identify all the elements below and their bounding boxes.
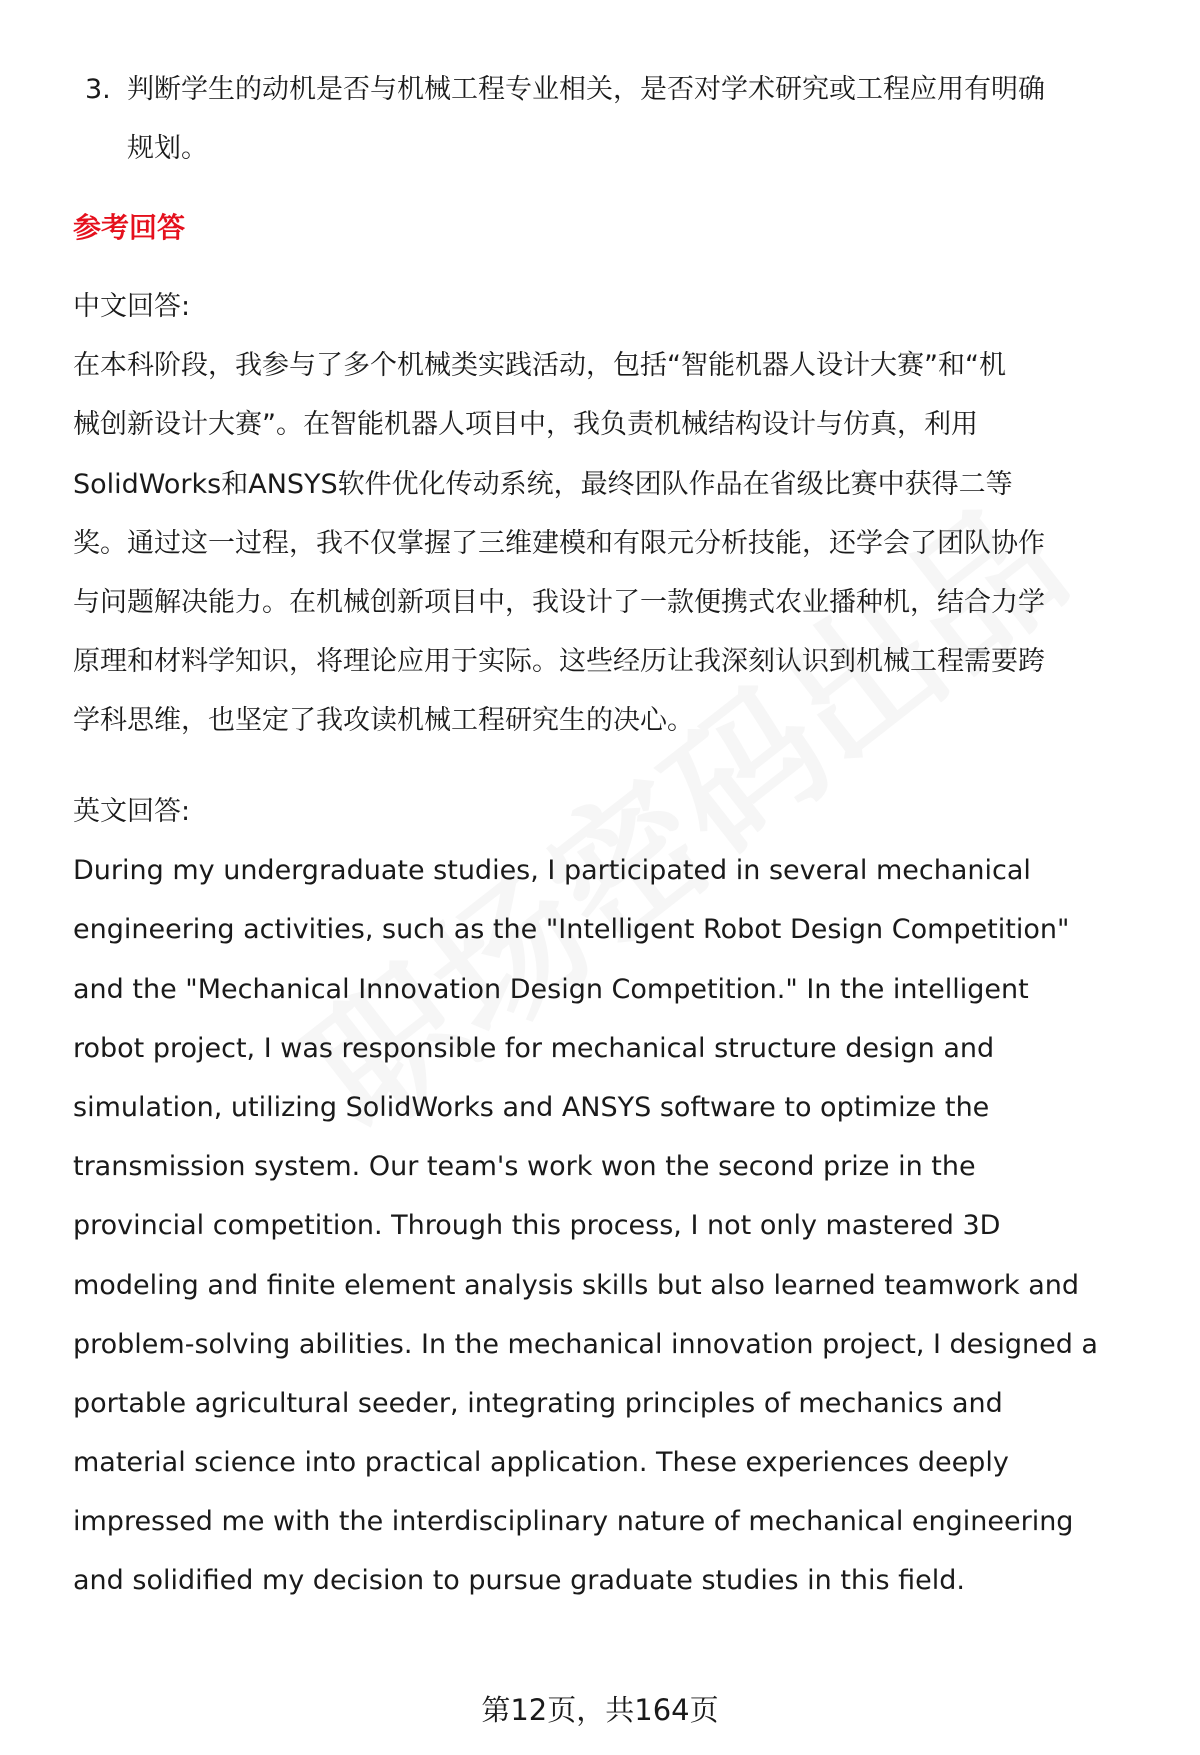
paragraph-line: 原理和材料学知识，将理论应用于实际。这些经历让我深刻认识到机械工程需要跨 [73, 646, 1045, 678]
paragraph-line: simulation, utilizing SolidWorks and ANSYS software to optimize the [73, 1091, 990, 1123]
paragraph-line: transmission system. Our team's work won the second prize in the [73, 1151, 976, 1183]
paragraph-line: 学科思维，也坚定了我攻读机械工程研究生的决心。 [73, 705, 694, 737]
paragraph-line: SolidWorks和ANSYS软件优化传动系统，最终团队作品在省级比赛中获得二等 [73, 468, 1013, 500]
english-answer-label: 英文回答: [73, 796, 191, 827]
english-answer [73, 782, 1153, 1611]
paragraph-line: material science into practical application. These experiences deeply [73, 1447, 1009, 1479]
paragraph-line: problem-solving abilities. In the mechanical innovation project, I designed a [73, 1328, 1098, 1360]
paragraph-line: modeling and finite element analysis skills but also learned teamwork and [73, 1269, 1079, 1301]
list-number: 3. [85, 74, 111, 105]
paragraph-line: 与问题解决能力。在机械创新项目中，我设计了一款便携式农业播种机，结合力学 [73, 586, 1045, 618]
paragraph-line: 奖。通过这一过程，我不仅掌握了三维建模和有限元分析技能，还学会了团队协作 [73, 527, 1045, 559]
page-footer: 第12页，共164页 [481, 1693, 719, 1727]
paragraph-line: portable agricultural seeder, integrating principles of mechanics and [73, 1387, 1003, 1419]
question-line: 规划。 [127, 133, 208, 165]
chinese-answer [73, 277, 1153, 751]
reference-heading: 参考回答 [73, 211, 186, 244]
paragraph-line: impressed me with the interdisciplinary nature of mechanical engineering [73, 1506, 1074, 1538]
paragraph-line: robot project, I was responsible for mechanical structure design and [73, 1032, 995, 1064]
chinese-answer-label: 中文回答: [73, 291, 191, 322]
paragraph-line: and the "Mechanical Innovation Design Competition." In the intelligent [73, 973, 1029, 1005]
paragraph-line: 械创新设计大赛”。在智能机器人项目中，我负责机械结构设计与仿真，利用 [73, 409, 978, 441]
question-line: 判断学生的动机是否与机械工程专业相关，是否对学术研究或工程应用有明确 [127, 74, 1045, 105]
paragraph-line: 在本科阶段，我参与了多个机械类实践活动，包括“智能机器人设计大赛”和“机 [73, 350, 1006, 382]
paragraph-line: and solidified my decision to pursue graduate studies in this field. [73, 1565, 966, 1597]
question-item [127, 60, 1200, 178]
paragraph-line: During my undergraduate studies, I participated in several mechanical [73, 855, 1031, 887]
paragraph-line: provincial competition. Through this process, I not only mastered 3D [73, 1210, 1001, 1242]
paragraph-line: engineering activities, such as the "Intelligent Robot Design Competition" [73, 914, 1070, 946]
